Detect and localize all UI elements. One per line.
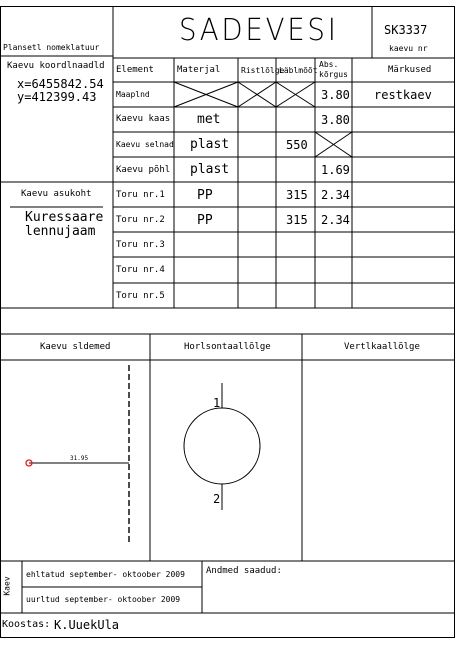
row-element: Toru nr.4 [116, 265, 165, 275]
well-code-label: kaevu nr [389, 44, 428, 53]
row-material: plast [190, 137, 230, 152]
col-notes: Märkused [388, 65, 432, 75]
row-material: PP [197, 213, 213, 228]
row-element: Kaevu kaas [116, 114, 171, 124]
col-element: Element [116, 65, 154, 75]
row-element: Kaevu selnad [116, 140, 174, 149]
col-abs: Abs. [319, 60, 339, 69]
ties-header: Kaevu sldemed [40, 342, 111, 352]
surveyed-date: uurltud september- oktoober 2009 [26, 595, 181, 604]
pipe-2-label: 2 [213, 492, 221, 506]
author-label: Koostas: [2, 619, 51, 630]
col-height: kõrgus [319, 70, 348, 79]
row-element: Toru nr.1 [116, 190, 165, 200]
row-height: 2.34 [321, 188, 350, 202]
row-diameter: 550 [286, 138, 308, 152]
location-label: Kaevu asukoht [21, 189, 92, 199]
row-element: Toru nr.3 [116, 240, 165, 250]
pipe-1-label: 1 [213, 396, 221, 410]
coord-y: y=412399.43 [17, 90, 97, 104]
coord-x: x=6455842.54 [17, 77, 104, 91]
row-material: plast [190, 162, 230, 177]
row-diameter: 315 [286, 188, 308, 202]
row-element: Toru nr.2 [116, 215, 165, 225]
row-element: Toru nr.5 [116, 291, 165, 301]
row-height: 1.69 [321, 163, 350, 177]
vertical-section-header: Vertlkaallõlge [344, 342, 420, 352]
row-height: 3.80 [321, 113, 350, 127]
row-note: restkaev [374, 88, 432, 102]
row-material: PP [197, 188, 213, 203]
location-place-1: Kuressaare [25, 210, 104, 225]
col-diameter: Läblmõõt [279, 66, 318, 75]
data-source-label: Andmed saadud: [206, 566, 282, 576]
well-code: SK3337 [384, 23, 428, 37]
footer-side-label: Kaev [2, 576, 12, 596]
col-cross-section: Ristlõlge [241, 66, 285, 75]
location-place-2: lennujaam [25, 224, 96, 239]
row-element: Kaevu põhl [116, 165, 171, 175]
col-material: Materjal [177, 65, 221, 75]
row-height: 2.34 [321, 213, 350, 227]
built-date: ehltatud september- oktoober 2009 [26, 570, 185, 579]
horizontal-section-drawing [184, 383, 260, 510]
planset-label: Plansetl nomeklatuur [3, 43, 100, 52]
author-name: K.UuekUla [54, 618, 120, 632]
tie-distance-label: 31.95 [70, 455, 89, 462]
document-title: SADEVESI [178, 13, 339, 48]
row-height: 3.80 [321, 88, 350, 102]
horizontal-section-header: Horlsontaallõlge [184, 342, 271, 352]
coords-label: Kaevu koordlnaadld [7, 61, 105, 71]
row-element: Maaplnd [116, 90, 150, 99]
row-material: met [197, 112, 221, 127]
row-diameter: 315 [286, 213, 308, 227]
